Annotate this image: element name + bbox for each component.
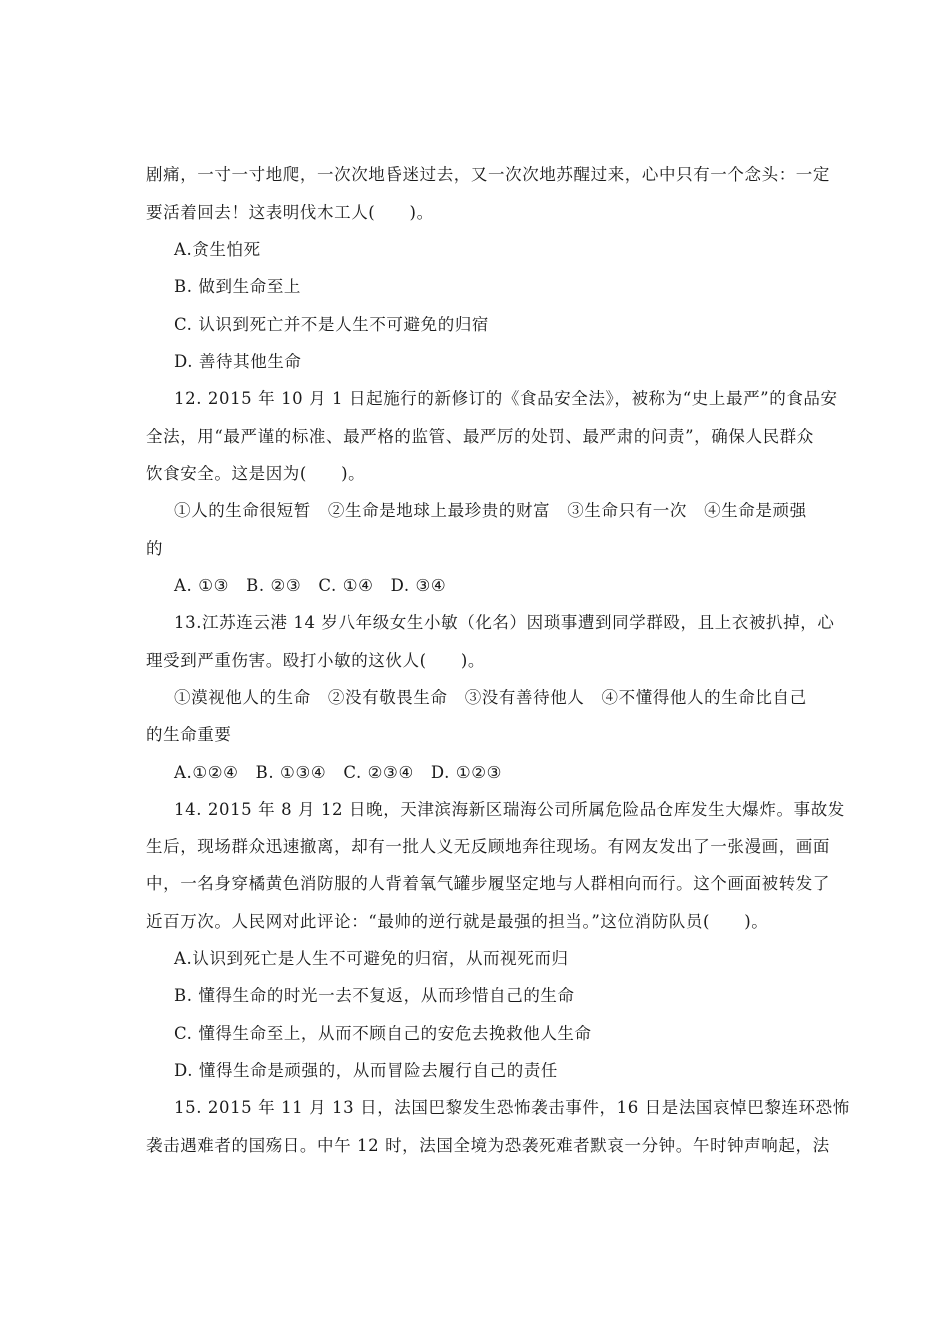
q14-option-c: C. 懂得生命至上，从而不顾自己的安危去挽救他人生命 xyxy=(174,1024,592,1043)
q13-items-line-1: ①漠视他人的生命 ②没有敬畏生命 ③没有善待他人 ④不懂得他人的生命比自己 xyxy=(174,688,807,707)
q14-option-b: B. 懂得生命的时光一去不复返，从而珍惜自己的生命 xyxy=(174,986,575,1005)
q12-stem-line-1: 12. 2015 年 10 月 1 日起施行的新修订的《食品安全法》，被称为“史上最严”的食品安 xyxy=(174,389,838,408)
q11-option-c: C. 认识到死亡并不是人生不可避免的归宿 xyxy=(174,315,490,334)
q11-option-b: B. 做到生命至上 xyxy=(174,277,302,296)
q12-stem-line-2: 全法，用“最严谨的标准、最严格的监管、最严厉的处罚、最严肃的问责”，确保人民群众 xyxy=(146,427,814,446)
q14-option-d: D. 懂得生命是顽强的，从而冒险去履行自己的责任 xyxy=(174,1061,559,1080)
q12-stem-line-3: 饮食安全。这是因为( )。 xyxy=(146,464,366,483)
q14-stem-line-1: 14. 2015 年 8 月 12 日晚，天津滨海新区瑞海公司所属危险品仓库发生大爆炸。事故发 xyxy=(174,800,845,819)
q14-option-a: A.认识到死亡是人生不可避免的归宿，从而视死而归 xyxy=(174,949,569,968)
q11-stem-line-1: 剧痛，一寸一寸地爬，一次次地昏迷过去，又一次次地苏醒过来，心中只有一个念头：一定 xyxy=(146,165,830,184)
q12-items-line-1: ①人的生命很短暂 ②生命是地球上最珍贵的财富 ③生命只有一次 ④生命是顽强 xyxy=(174,501,807,520)
q12-items-line-2: 的 xyxy=(146,539,164,558)
q14-stem-line-4: 近百万次。人民网对此评论：“最帅的逆行就是最强的担当。”这位消防队员( )。 xyxy=(146,912,769,931)
q13-choices: A.①②④ B. ①③④ C. ②③④ D. ①②③ xyxy=(174,763,503,782)
q12-choices: A. ①③ B. ②③ C. ①④ D. ③④ xyxy=(174,576,447,595)
q14-stem-line-3: 中，一名身穿橘黄色消防服的人背着氧气罐步履坚定地与人群相向而行。这个画面被转发了 xyxy=(146,874,830,893)
q11-stem-line-2: 要活着回去！这表明伐木工人( )。 xyxy=(146,203,434,222)
q13-items-line-2: 的生命重要 xyxy=(146,725,232,744)
q14-stem-line-2: 生后，现场群众迅速撤离，却有一批人义无反顾地奔往现场。有网友发出了一张漫画，画面 xyxy=(146,837,830,856)
q13-stem-line-1: 13.江苏连云港 14 岁八年级女生小敏（化名）因琐事遭到同学群殴，且上衣被扒掉，心 xyxy=(174,613,835,632)
q13-stem-line-2: 理受到严重伤害。殴打小敏的这伙人( )。 xyxy=(146,651,485,670)
q11-option-d: D. 善待其他生命 xyxy=(174,352,302,371)
q15-stem-line-2: 袭击遇难者的国殇日。中午 12 时，法国全境为恐袭死难者默哀一分钟。午时钟声响起，法 xyxy=(146,1136,830,1155)
q15-stem-line-1: 15. 2015 年 11 月 13 日，法国巴黎发生恐怖袭击事件，16 日是法国哀悼巴黎连环恐怖 xyxy=(174,1098,850,1117)
q11-option-a: A.贪生怕死 xyxy=(174,240,261,259)
